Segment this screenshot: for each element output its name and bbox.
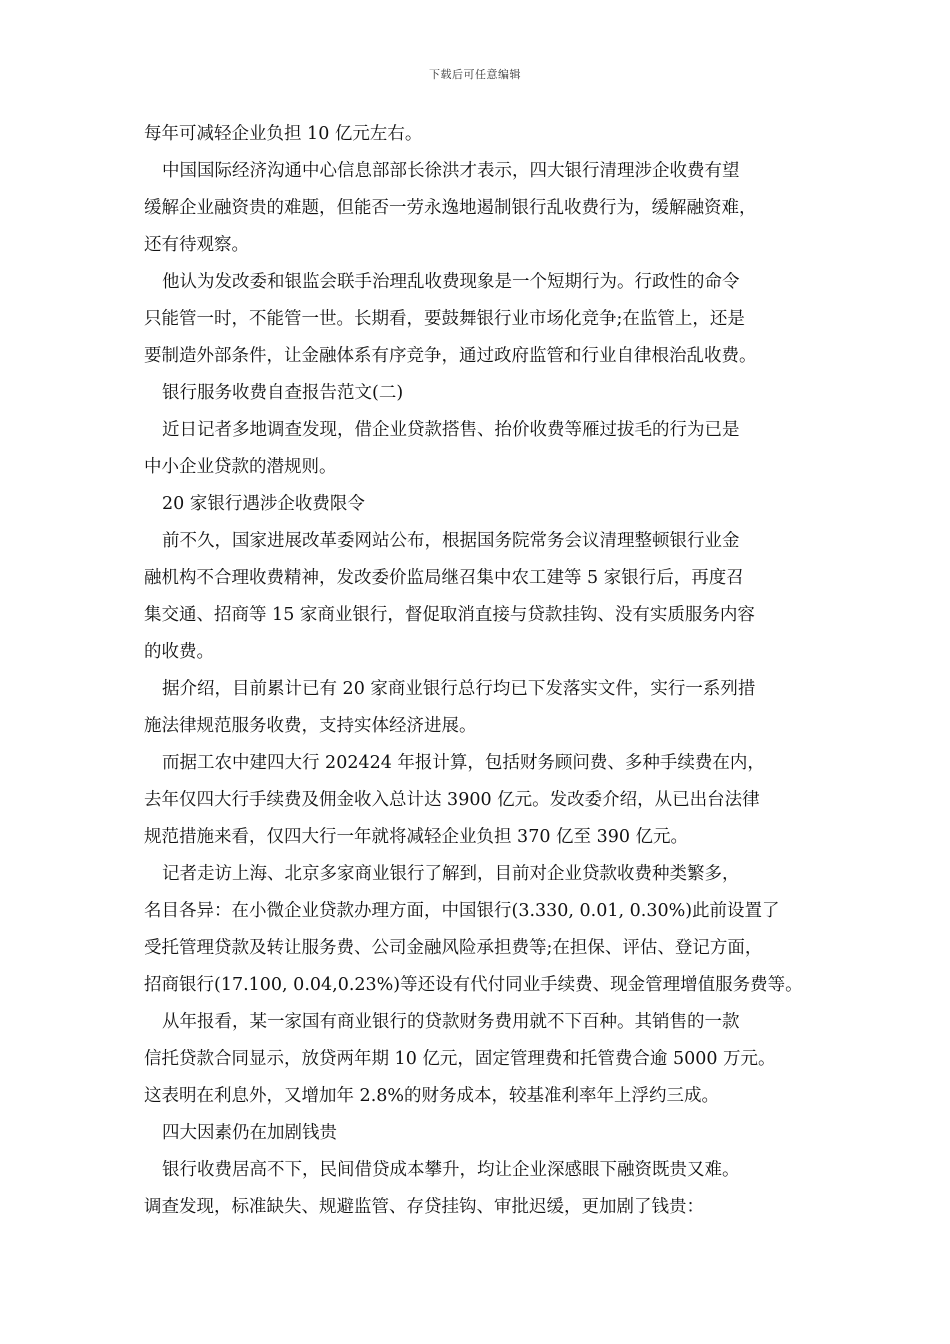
- page-header: 下载后可任意编辑: [429, 68, 521, 81]
- text-line: 调查发现，标准缺失、规避监管、存贷挂钩、审批迟缓，更加剧了钱贵：: [144, 1197, 704, 1217]
- text-line: 近日记者多地调查发现，借企业贷款搭售、抬价收费等雁过拔毛的行为已是: [162, 420, 740, 440]
- text-line: 前不久，国家进展改革委网站公布，根据国务院常务会议清理整顿银行业金: [162, 531, 740, 551]
- text-line: 受托管理贷款及转让服务费、公司金融风险承担费等;在担保、评估、登记方面，: [144, 938, 763, 958]
- text-line: 去年仅四大行手续费及佣金收入总计达 3900 亿元。发改委介绍，从已出台法律: [144, 790, 760, 810]
- text-line: 记者走访上海、北京多家商业银行了解到，目前对企业贷款收费种类繁多，: [162, 864, 740, 884]
- section-heading: 银行服务收费自查报告范文(二): [162, 383, 404, 403]
- text-line: 的收费。: [144, 642, 214, 662]
- text-line: 中国国际经济沟通中心信息部部长徐洪才表示，四大银行清理涉企收费有望: [162, 161, 740, 181]
- text-line: 从年报看，某一家国有商业银行的贷款财务费用就不下百种。其销售的一款: [162, 1012, 740, 1032]
- document-body: [144, 116, 810, 1226]
- text-line: 中小企业贷款的潜规则。: [144, 457, 337, 477]
- text-line: 规范措施来看，仅四大行一年就将减轻企业负担 370 亿至 390 亿元。: [144, 827, 689, 847]
- section-heading: 20 家银行遇涉企收费限令: [162, 494, 365, 514]
- text-line: 而据工农中建四大行 202424 年报计算，包括财务顾问费、多种手续费在内，: [162, 753, 765, 773]
- text-line: 名目各异：在小微企业贷款办理方面，中国银行(3.330, 0.01, 0.30%)此前设置了: [144, 901, 780, 921]
- text-line: 每年可减轻企业负担 10 亿元左右。: [144, 124, 423, 144]
- text-line: 据介绍，目前累计已有 20 家商业银行总行均已下发落实文件，实行一系列措: [162, 679, 756, 699]
- text-line: 还有待观察。: [144, 235, 249, 255]
- text-line: 他认为发改委和银监会联手治理乱收费现象是一个短期行为。行政性的命令: [162, 272, 740, 292]
- section-heading: 四大因素仍在加剧钱贵: [162, 1123, 337, 1143]
- text-line: 融机构不合理收费精神，发改委价监局继召集中农工建等 5 家银行后，再度召: [144, 568, 744, 588]
- text-line: 要制造外部条件，让金融体系有序竞争，通过政府监管和行业自律根治乱收费。: [144, 346, 757, 366]
- text-line: 银行收费居高不下，民间借贷成本攀升，均让企业深感眼下融资既贵又难。: [162, 1160, 740, 1180]
- text-line: 招商银行(17.100, 0.04,0.23%)等还设有代付同业手续费、现金管理增值服务费等。: [144, 975, 803, 995]
- text-line: 这表明在利息外，又增加年 2.8%的财务成本，较基准利率年上浮约三成。: [144, 1086, 720, 1106]
- text-line: 缓解企业融资贵的难题，但能否一劳永逸地遏制银行乱收费行为，缓解融资难，: [144, 198, 757, 218]
- text-line: 施法律规范服务收费，支持实体经济进展。: [144, 716, 477, 736]
- text-line: 信托贷款合同显示，放贷两年期 10 亿元，固定管理费和托管费合逾 5000 万元。: [144, 1049, 776, 1069]
- text-line: 集交通、招商等 15 家商业银行，督促取消直接与贷款挂钩、没有实质服务内容: [144, 605, 755, 625]
- text-line: 只能管一时，不能管一世。长期看，要鼓舞银行业市场化竞争;在监管上，还是: [144, 309, 745, 329]
